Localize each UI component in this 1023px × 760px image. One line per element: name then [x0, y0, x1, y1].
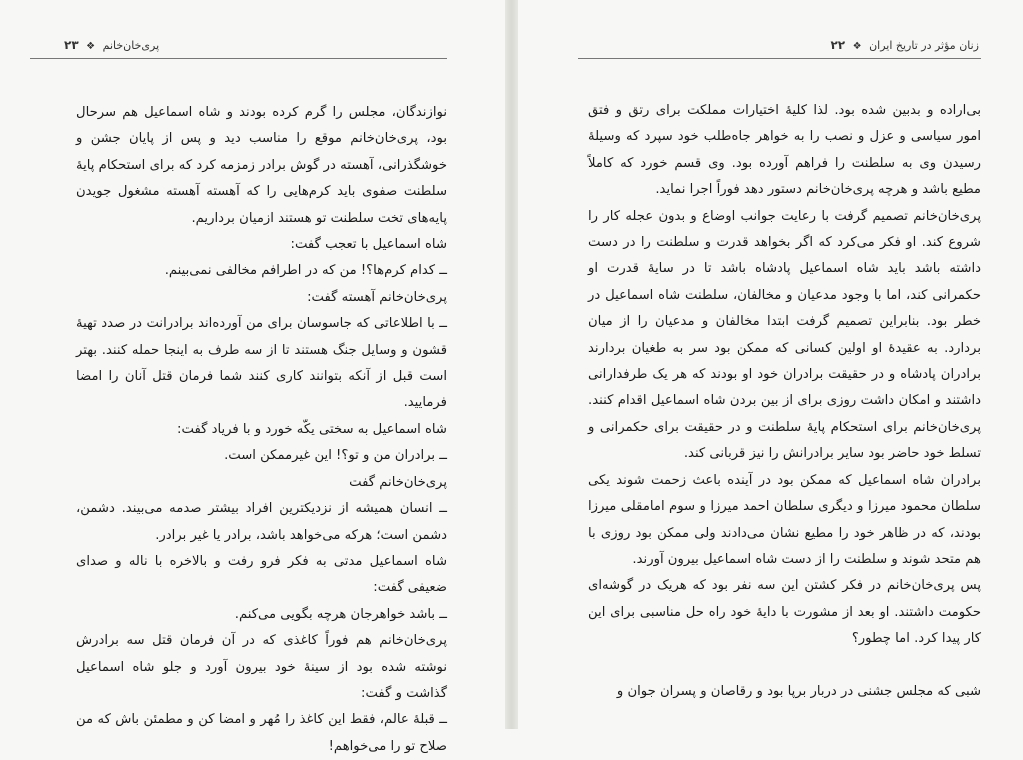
- left-paragraph-1: نوازندگان، مجلس را گرم کرده بودند و شاه اسماعیل هم سرحال بود، پری‌خان‌خانم موقع را مناسب دید و پس از پایان جشن و خوشگذرانی، آهسته در گوش برادر زمزمه کرد که برای استحکام پایهٔ سلطنت صفوی باید کرم‌هایی را که آهسته آهسته مشغول جویدن پایه‌های تخت سلطنت تو هستند ازمیان برداریم.: [76, 105, 447, 226]
- right-paragraph-2: پری‌خان‌خانم تصمیم گرفت با رعایت جوانب اوضاع و بدون عجله کار را شروع کند. او فکر می‌کرد که اگر بخواهد قدرت و سلطنت را در دست داشته باشد باید شاه اسماعیل پادشاه باشد تا در سایهٔ قدرت او حکمرانی کند، اما با وجود مدعیان و مخالفان، سلطنت شاه اسماعیل در خطر بود. بنابراین تصمیم گرفت ابتدا مخالفان و مدعیان را از میان بردارد. به عقیدهٔ او اولین کسانی که ممکن بود سر به طغیان بردارند برادران پادشاه و در حقیقت برادران خود او بودند که هر یک طرفدارانی داشتند و امکان داشت روزی برای از بین بردن شاه اسماعیل اقدام کنند. پری‌خان‌خانم برای استحکام پایهٔ سلطنت و در حقیقت برای حکمرانی و تسلط خود حاضر بود سایر برادرانش را نیز قربانی کند.: [588, 208, 981, 462]
- left-paragraph-10: شاه اسماعیل مدتی به فکر فرو رفت و بالاخره با ناله و صدای ضعیفی گفت:: [76, 553, 447, 596]
- left-page: [0, 0, 505, 754]
- left-paragraph-13: ــ قبلهٔ عالم، فقط این کاغذ را مُهر و امضا کن و مطمئن باش که من صلاح تو را می‌خواهم!: [76, 712, 447, 754]
- left-paragraph-7: ــ برادران من و تو؟! این غیرممکن است.: [224, 448, 447, 464]
- left-page-number: ۲۳: [64, 38, 79, 52]
- right-page: [518, 0, 1023, 729]
- left-paragraph-9: ــ انسان همیشه از نزدیکترین افراد بیشتر صدمه می‌بیند. دشمن، دشمن است؛ هرکه می‌خواهد باشد، برادر یا غیر برادر.: [76, 501, 447, 543]
- left-running-head-title: پری‌خان‌خانم: [102, 39, 160, 52]
- right-running-head: [830, 38, 979, 52]
- left-paragraph-5: ــ با اطلاعاتی که جاسوسان برای من آورده‌اند برادرانت در صدد تهیهٔ قشون و وسایل جنگ هستند تا از سه طرف به اینجا حمله کنند. بهتر است قبل از آنکه بتوانند کاری کنند شما فرمان قتل آنان را امضا فرمایید.: [76, 316, 447, 411]
- right-running-head-title: زنان مؤثر در تاریخ ایران: [869, 39, 979, 52]
- left-paragraph-8: پری‌خان‌خانم گفت: [349, 474, 447, 490]
- left-paragraph-3: ــ کدام کرم‌ها؟! من که در اطرافم مخالفی نمی‌بینم.: [164, 263, 447, 279]
- book-gutter: [505, 0, 518, 729]
- right-paragraph-5: شبی که مجلس جشنی در دربار برپا بود و رقاصان و پسران جوان و: [616, 683, 981, 699]
- right-ornament-icon: ❖: [852, 41, 862, 52]
- left-paragraph-12: پری‌خان‌خانم هم فوراً کاغذی که در آن فرمان قتل سه برادرش نوشته شده بود از سینهٔ خود بیرون آورد و جلو شاه اسماعیل گذاشت و گفت:: [76, 633, 447, 701]
- right-page-number: ۲۲: [830, 38, 846, 52]
- right-header-rule: [578, 58, 981, 59]
- right-paragraph-4: پس پری‌خان‌خانم در فکر کشتن این سه نفر بود که هریک در گوشه‌ای حکومت داشتند. او بعد از مشورت با دایهٔ خود راه حل مناسبی برای این کار پیدا کرد. اما چطور؟: [588, 578, 981, 647]
- left-header-rule: [30, 58, 447, 59]
- left-paragraph-2: شاه اسماعیل با تعجب گفت:: [290, 237, 447, 253]
- left-paragraph-4: پری‌خان‌خانم آهسته گفت:: [307, 289, 447, 305]
- right-paragraph-1: بی‌اراده و بدبین شده بود. لذا کلیهٔ اختیارات مملکت برای رتق و فتق امور سیاسی و عزل و نصب را به خواهر جاه‌طلب خود سپرد که وسیلهٔ رسیدن وی به سلطنت را فراهم آورده بود. وی قسم خورد که کاملاً مطیع باشد و هرچه پری‌خان‌خانم دستور دهد فوراً اجرا نماید.: [588, 103, 981, 198]
- right-body-text: [588, 98, 981, 705]
- left-running-head: [64, 38, 159, 52]
- right-paragraph-3: برادران شاه اسماعیل که ممکن بود در آینده باعث زحمت شوند یکی سلطان محمود میرزا و دیگری سلطان احمد میرزا و سوم امامقلی میرزا بودند، که در ظاهر خود را مطیع نشان می‌دادند ولی ممکن بود روزی با هم متحد شوند و سلطنت را از دست شاه اسماعیل بیرون آورند.: [588, 472, 981, 567]
- left-paragraph-6: شاه اسماعیل به سختی یکّه خورد و با فریاد گفت:: [177, 421, 447, 437]
- left-paragraph-11: ــ باشد خواهرجان هرچه بگویی می‌کنم.: [234, 606, 447, 622]
- left-ornament-icon: ❖: [86, 41, 96, 52]
- left-body-text: [76, 100, 447, 760]
